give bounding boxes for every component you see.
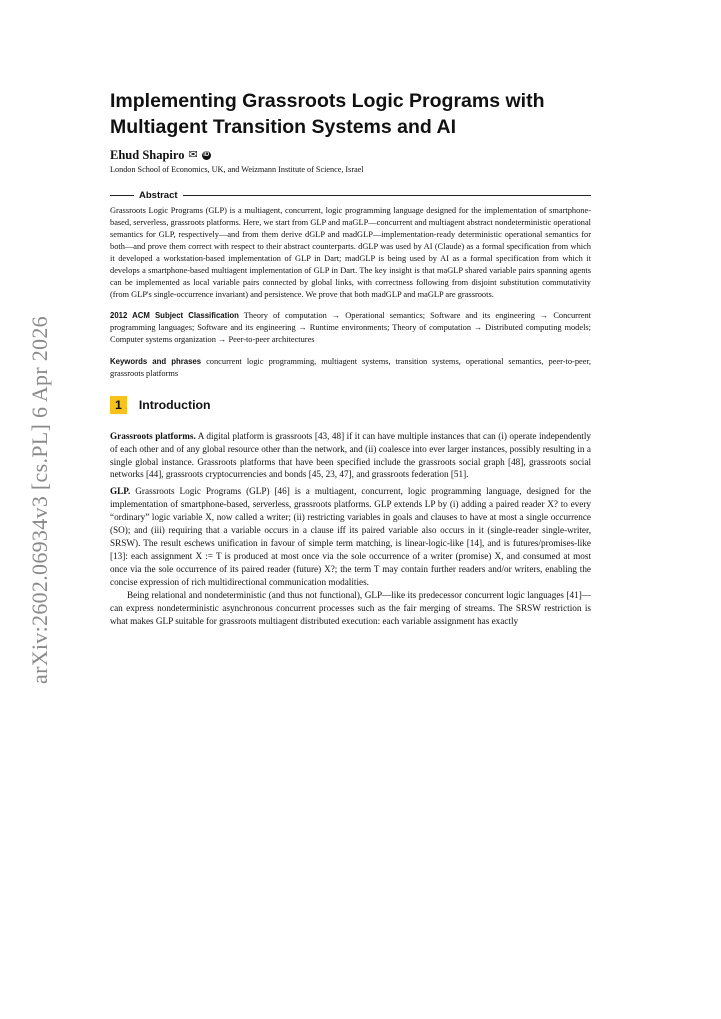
paragraph-head: GLP. (110, 486, 131, 497)
mail-icon[interactable]: ✉ (188, 149, 198, 161)
paragraph-body: Grassroots Logic Programs (GLP) [46] is a multiagent, concurrent, logic programming language, designed for the implementation of smartphone-based, serverless, grassroots platforms. GLP extends LP by (i) adding a paired reader X? to every “ordinary” logic variable X, now called a writer; (ii) restricting variables in goals and clauses to have at most a single occurrence (SO); and (iii) requiring that a variable occurs in a clause iff its paired variable also occurs in it (single-reader single-writer, SRSW). The result eschews unification in favour of simple term matching, is linear-logic-like [14], and is futures/promises-like [13]: each assignment X := T is produced at most once via the sole occurrence of a writer (promise) X, and consumed at most once via the sole occurrence of its paired reader (future) X?; the term T may contain further readers and/or writers, enabling the concise expression of rich multidirectional communication modalities. (110, 486, 592, 588)
abstract-rule-left (110, 195, 134, 196)
paragraph-relational (110, 589, 591, 628)
title-line-2: Multiagent Transition Systems and AI (110, 116, 457, 138)
orcid-icon[interactable]: iD (203, 152, 210, 158)
paragraph-glp (110, 485, 591, 589)
abstract-heading-label: Abstract (139, 190, 178, 201)
abstract-heading (110, 190, 591, 201)
title-line-1: Implementing Grassroots Logic Programs with (110, 90, 545, 112)
section-number: 1 (110, 396, 127, 414)
paper-page (110, 88, 591, 628)
section-heading-introduction (110, 396, 591, 414)
author-line (110, 148, 591, 163)
paragraph-grassroots-platforms (110, 430, 591, 482)
paragraph-body: Being relational and nondeterministic (and thus not functional), GLP—like its predecessor concurrent logic languages [41]—can express nondeterministic asynchronous concurrent processes such as the fair merging of streams. The SRSW restriction is what makes GLP suitable for grassroots multiagent distributed execution: each variable assignment has exactly (110, 590, 591, 626)
abstract-text: Grassroots Logic Programs (GLP) is a multiagent, concurrent, logic programming language designed for the implementation of smartphone-based, serverless, grassroots platforms. Here, we start from GLP and maGLP—concurrent and multiagent abstract nondeterministic operational semantics for GLP, respectively—and from them derive dGLP and madGLP—implementation-ready deterministic operational semantics for both—and prove them correct with respect to their abstract counterparts. dGLP was used by AI (Claude) as a formal specification from which it developed a workstation-based implementation of GLP in Dart; madGLP is being used by AI as a formal specification from which it develops a smartphone-based multiagent implementation of GLP in Dart. The key insight is that maGLP shared variable pairs spanning agents can be implemented as local variable pairs connected by global links, with correctness following from disjoint substitution commutativity (from GLP's single-occurrence invariant) and persistence. We prove that both madGLP and maGLP are grassroots. (110, 206, 591, 300)
arxiv-stamp (20, 305, 60, 695)
paper-title (110, 88, 591, 140)
abstract-rule-right (183, 195, 591, 196)
section-title: Introduction (138, 397, 211, 412)
acm-text: Theory of computation → Operational semantics; Software and its engineering → Concurrent programming languages; Software and its engineering → Runtime environments; Theory of computation → Distributed computing models; Computer systems organization → Peer-to-peer architectures (110, 311, 591, 345)
arxiv-id: arXiv:2602.06934v3 [cs.PL] 6 Apr 2026 (27, 316, 52, 684)
paragraph-body: A digital platform is grassroots [43, 48] if it can have multiple instances that can (i) operate independently of each other and of any global resource other than the network, and (ii) coalesce into ever larger instances, possibly resulting in a single global instance. Grassroots platforms that have been specified include the grassroots social graph [48], grassroots social networks [44], grassroots cryptocurrencies and bonds [45, 23, 47], and grassroots federation [51]. (110, 430, 591, 480)
acm-label: 2012 ACM Subject Classification (110, 311, 239, 321)
keywords-text: concurrent logic programming, multiagent systems, transition systems, operational semantics, peer-to-peer, grassroots platforms (110, 356, 591, 378)
acm-classification (110, 310, 591, 346)
affiliation: London School of Economics, UK, and Weizmann Institute of Science, Israel (110, 165, 364, 174)
keywords (110, 356, 591, 380)
paragraph-head: Grassroots platforms. (110, 430, 196, 441)
keywords-label: Keywords and phrases (110, 356, 202, 366)
author-name: Ehud Shapiro (110, 148, 185, 162)
